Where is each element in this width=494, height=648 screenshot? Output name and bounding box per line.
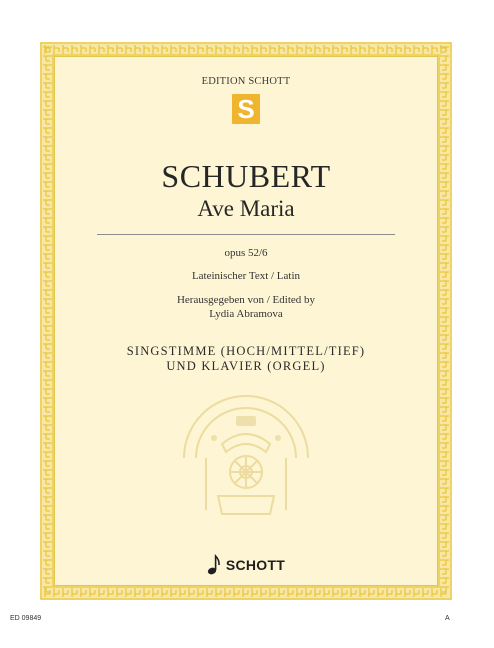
cover-panel [54,56,438,586]
publisher-logo [54,554,438,576]
opus-number: opus 52/6 [224,247,268,259]
editor-name: Lydia Abramova [209,308,283,320]
editor-credit: Herausgegeben von / Edited by [176,294,316,306]
work-title: Ave Maria [197,196,295,221]
composer-name: SCHUBERT [161,158,331,194]
eighth-note-icon [207,554,221,576]
publisher-name: SCHOTT [225,557,286,573]
cover-frame [40,42,452,600]
edition-label: EDITION SCHOTT [201,76,291,87]
catalog-number: ED 09849 [10,615,42,622]
schott-logo-icon [232,94,260,124]
voicing-line-1: SINGSTIMME (HOCH/MITTEL/TIEF) [126,344,366,358]
voicing-line-2: UND KLAVIER (ORGEL) [166,359,326,373]
page-letter: A [445,615,450,622]
text-language: Lateinischer Text / Latin [191,270,301,282]
logo-letter: S [237,94,255,124]
divider [97,234,395,235]
seal-watermark-icon [166,386,326,536]
